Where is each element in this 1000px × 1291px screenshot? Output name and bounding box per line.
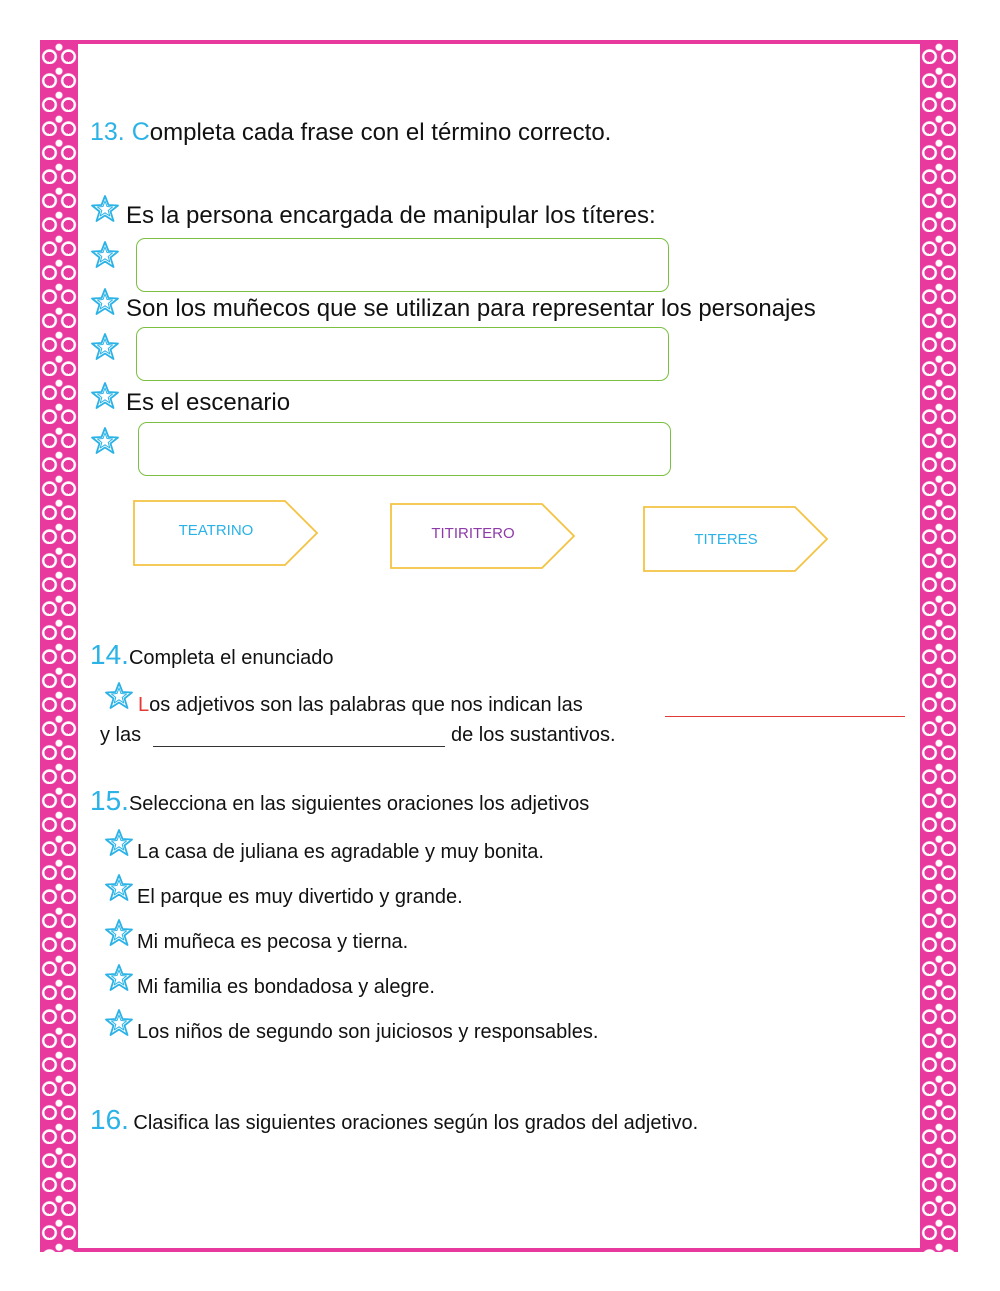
- q15-sentence-1[interactable]: La casa de juliana es agradable y muy bonita.: [137, 841, 544, 863]
- q14-line-1: [138, 694, 583, 717]
- q13-number: 13.: [90, 118, 125, 146]
- option-label: TITIRITERO: [431, 525, 515, 542]
- star-icon: [90, 332, 120, 362]
- q13-prompt-2: Son los muñecos que se utilizan para representar los personajes: [126, 295, 816, 322]
- floral-border-left: [40, 40, 78, 1252]
- q14-first-letter: L: [138, 694, 150, 716]
- star-icon: [104, 963, 134, 993]
- q14-sentence-part-1: os adjetivos son las palabras que nos indican las: [149, 694, 583, 716]
- q14-blank-1[interactable]: [665, 716, 905, 717]
- q15-sentence-4[interactable]: Mi familia es bondadosa y alegre.: [137, 976, 435, 998]
- q14-instruction: Completa el enunciado: [128, 647, 334, 669]
- floral-border-right: [920, 40, 958, 1252]
- star-icon: [104, 828, 134, 858]
- q14-blank-2[interactable]: [153, 746, 445, 747]
- q16-heading: [90, 1104, 698, 1136]
- star-icon: [90, 194, 120, 224]
- q13-answer-box-3[interactable]: [138, 422, 671, 476]
- worksheet-page: [78, 44, 920, 1248]
- option-label: TEATRINO: [178, 522, 254, 539]
- q14-heading: [90, 639, 334, 671]
- q15-sentence-2[interactable]: El parque es muy divertido y grande.: [137, 886, 463, 908]
- star-icon: [90, 426, 120, 456]
- q13-prompt-3: Es el escenario: [126, 389, 291, 416]
- q15-sentence-5[interactable]: Los niños de segundo son juiciosos y responsables.: [137, 1021, 599, 1043]
- option-label: TITERES: [694, 531, 758, 548]
- q15-heading: [90, 785, 589, 817]
- q14-number: 14.: [90, 639, 129, 670]
- q13-heading: [90, 118, 611, 147]
- q16-number: 16.: [90, 1104, 129, 1135]
- star-icon: [104, 1008, 134, 1038]
- star-icon: [104, 873, 134, 903]
- star-icon: [90, 240, 120, 270]
- option-tag-teatrino[interactable]: [133, 500, 319, 566]
- q15-sentence-3[interactable]: Mi muñeca es pecosa y tierna.: [137, 931, 409, 953]
- star-icon: [90, 381, 120, 411]
- star-icon: [104, 918, 134, 948]
- q15-number: 15.: [90, 785, 129, 816]
- q16-instruction: Clasifica las siguientes oraciones según los grados del adjetivo.: [133, 1112, 699, 1134]
- q13-first-letter: C: [131, 118, 150, 146]
- q13-prompt-1: Es la persona encargada de manipular los títeres:: [126, 202, 656, 229]
- star-icon: [90, 287, 120, 317]
- q15-instruction: Selecciona en las siguientes oraciones los adjetivos: [128, 793, 590, 815]
- page-frame: [40, 40, 958, 1252]
- q14-line-2-end: de los sustantivos.: [451, 724, 616, 746]
- q13-answer-box-1[interactable]: [136, 238, 669, 292]
- q13-answer-box-2[interactable]: [136, 327, 669, 381]
- q13-instruction: ompleta cada frase con el término correcto.: [149, 119, 612, 146]
- option-tag-titiritero[interactable]: [390, 503, 576, 569]
- star-icon: [104, 681, 134, 711]
- q14-line-2-start: y las: [100, 724, 142, 746]
- option-tag-titeres[interactable]: [643, 506, 829, 572]
